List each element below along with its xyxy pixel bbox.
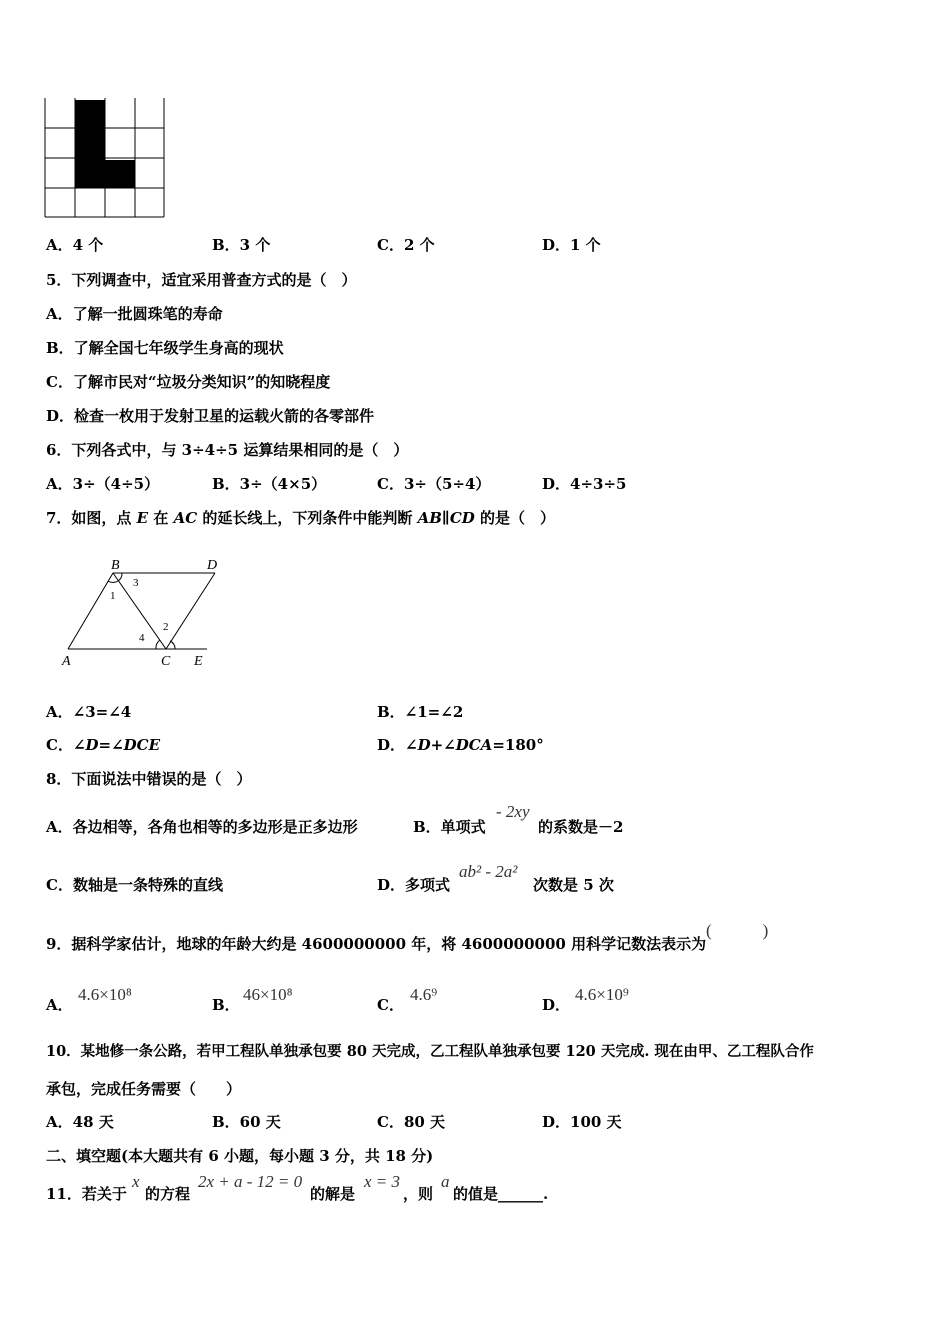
q11-part5: 的值是______. [453,1185,549,1203]
label-e: E [194,654,203,669]
label-a: A [62,654,71,669]
q10-option-b: B．60 天 [212,1113,281,1131]
q8-option-c: C．数轴是一条特殊的直线 [46,876,223,894]
q9-value-d: 4.6×10⁹ [575,985,629,1004]
q8-option-a: A．各边相等，各角也相等的多边形是正多边形 [46,818,358,836]
label-angle-1: 1 [110,590,116,602]
q8-option-d-suffix: 次数是 5 次 [533,876,614,894]
section-title: 二、填空题(本大题共有 6 小题，每小题 3 分，共 18 分) [46,1147,434,1165]
q11-equation: 2x + a - 12 = 0 [198,1172,303,1191]
label-b: B [111,558,120,573]
q9-paren: ( ) [706,921,769,940]
q7-option-d: D．∠D+∠DCA=180° [377,736,544,754]
segment-ab [68,573,113,649]
q11-solution: x = 3 [364,1172,401,1191]
label-d: D [207,558,218,573]
q8-stem: 8．下面说法中错误的是（ ） [46,770,252,788]
q4-option-d: D．1 个 [542,236,601,254]
q9-stem: 9．据科学家估计，地球的年龄大约是 4600000000 年，将 4600000000 用科学记数法表示为 [46,935,707,953]
q10-stem-line2: 承包，完成任务需要（ ） [46,1080,242,1098]
q11-part2: 的方程 [145,1185,191,1203]
q6-option-b: B．3÷（4×5） [212,475,327,493]
q5-option-c: C．了解市民对“垃圾分类知识”的知晓程度 [46,373,331,391]
q9-value-b: 46×10⁸ [243,985,293,1004]
q8-option-d-math: ab² - 2a² [459,862,518,881]
q7-stem: 7．如图，点 E 在 AC 的延长线上，下列条件中能判断 AB∥CD 的是（ ） [46,509,556,527]
q7-option-c: C．∠D=∠DCE [46,736,161,754]
label-c: C [161,654,171,669]
filled-square [75,130,105,160]
q9-label-d: D． [542,996,571,1014]
q4-option-c: C．2 个 [377,236,435,254]
q11-part4: ，则 [403,1185,434,1203]
q11-part3: 的解是 [310,1185,356,1203]
q8-option-b-math: - 2xy [496,802,530,821]
q9-label-a: A． [46,996,73,1014]
q4-option-b: B．3 个 [212,236,271,254]
q6-stem: 6．下列各式中，与 3÷4÷5 运算结果相同的是（ ） [46,441,409,459]
q9-label-b: B． [212,996,240,1014]
filled-square [75,100,105,130]
q7-option-a: A．∠3=∠4 [46,703,132,721]
q5-option-a: A．了解一批圆珠笔的寿命 [46,305,223,323]
segment-dc [166,573,215,649]
filled-square [105,160,135,188]
q10-stem-line1: 10．某地修一条公路，若甲工程队单独承包要 80 天完成，乙工程队单独承包要 120 天完成. 现在由甲、乙工程队合作 [46,1043,814,1060]
q6-option-d: D．4÷3÷5 [542,475,627,493]
q5-stem: 5．下列调查中，适宜采用普查方式的是（ ） [46,271,357,289]
angle-arc-4 [156,640,160,649]
q11-part1: 11．若关于 [46,1185,127,1203]
q6-option-c: C．3÷（5÷4） [377,475,491,493]
angle-arc-1 [108,581,118,583]
q9-value-c: 4.6⁹ [410,985,438,1004]
geometry-figure [55,552,235,672]
q7-option-b: B．∠1=∠2 [377,703,464,721]
q4-option-a: A．4 个 [46,236,104,254]
label-angle-3: 3 [133,577,139,589]
q11-var-a: a [441,1172,450,1191]
q8-option-b-prefix: B．单项式 [413,818,486,836]
q5-option-b: B．了解全国七年级学生身高的现状 [46,339,284,357]
q9-label-c: C． [377,996,404,1014]
q8-option-d-prefix: D．多项式 [377,876,451,894]
q5-option-d: D．检查一枚用于发射卫星的运载火箭的各零部件 [46,407,375,425]
q9-value-a: 4.6×10⁸ [78,985,132,1004]
angle-arc-3 [118,573,122,581]
q10-option-d: D．100 天 [542,1113,622,1131]
filled-square [75,160,105,188]
q10-option-c: C．80 天 [377,1113,446,1131]
grid-figure [40,96,170,221]
q11-var-x: x [132,1172,140,1191]
q10-option-a: A．48 天 [46,1113,114,1131]
q6-option-a: A．3÷（4÷5） [46,475,160,493]
q8-option-b-suffix: 的系数是－2 [538,818,624,836]
label-angle-2: 2 [163,621,169,633]
label-angle-4: 4 [139,632,145,644]
